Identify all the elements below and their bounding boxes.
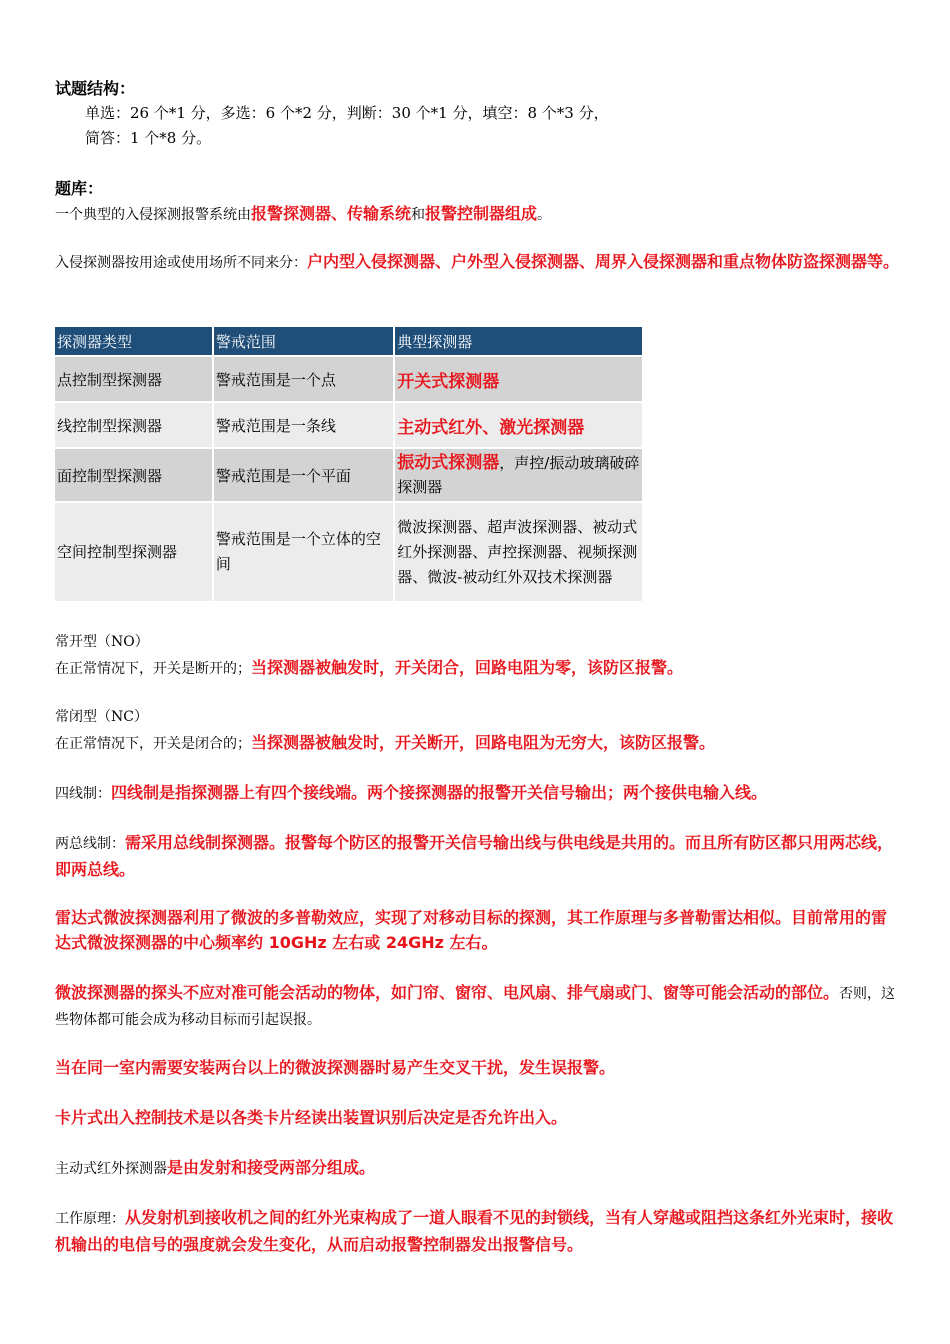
table-cell-range: 警戒范围是一个点 [214, 357, 393, 401]
structure-section [55, 76, 900, 151]
no-description: 在正常情况下，开关是断开的；当探测器被触发时，开关闭合，回路电阻为零，该防区报警。 [55, 658, 684, 677]
normally-closed-section [55, 705, 900, 757]
table-header-cell: 典型探测器 [395, 327, 642, 355]
table-cell-detector: 微波探测器、超声波探测器、被动式红外探测器、声控探测器、视频探测器、微波-被动红外双技术探测器 [395, 503, 642, 601]
table-cell-range: 警戒范围是一个平面 [214, 449, 393, 501]
microwave-paragraph: 微波探测器的探头不应对准可能会活动的物体，如门帘、窗帘、电风扇、排气扇或门、窗等可能会活动的部位。否则，这些物体都可能会成为移动目标而引起误报。 [55, 983, 896, 1028]
table-cell-type: 线控制型探测器 [55, 403, 212, 447]
principle-paragraph: 工作原理：从发射机到接收机之间的红外光束构成了一道人眼看不见的封锁线，当有人穿越或阻挡这条红外光束时，接收机输出的电信号的强度就会发生变化，从而启动报警控制器发出报警信号。 [55, 1208, 894, 1254]
table-cell-detector: 开关式探测器 [395, 357, 642, 401]
table-row [55, 449, 642, 501]
table-cell-type: 空间控制型探测器 [55, 503, 212, 601]
table-row [55, 403, 642, 447]
card-paragraph: 卡片式出入控制技术是以各类卡片经读出装置识别后决定是否允许出入。 [55, 1108, 568, 1127]
bank-section [55, 176, 900, 228]
two-bus-paragraph: 两总线制：需采用总线制探测器。报警每个防区的报警开关信号输出线与供电线是共用的。而且所有防区都只用两芯线，即两总线。 [55, 833, 894, 879]
table-cell-type: 面控制型探测器 [55, 449, 212, 501]
table-cell-range: 警戒范围是一个立体的空间 [214, 503, 393, 601]
table-header-cell: 警戒范围 [214, 327, 393, 355]
detector-table [53, 325, 644, 603]
paragraph-classification: 入侵探测器按用途或使用场所不同来分：户内型入侵探测器、户外型入侵探测器、周界入侵探测器和重点物体防盗探测器等。 [55, 252, 900, 271]
no-title: 常开型（NO） [55, 634, 149, 650]
bank-heading: 题库： [55, 179, 104, 198]
table-cell-range: 警戒范围是一条线 [214, 403, 393, 447]
table-row [55, 503, 642, 601]
four-wire-paragraph: 四线制：四线制是指探测器上有四个接线端。两个接探测器的报警开关信号输出；两个接供电输入线。 [55, 783, 768, 802]
interference-paragraph: 当在同一室内需要安装两台以上的微波探测器时易产生交叉干扰，发生误报警。 [55, 1058, 616, 1077]
table-cell-type: 点控制型探测器 [55, 357, 212, 401]
nc-title: 常闭型（NC） [55, 709, 148, 725]
structure-heading: 试题结构： [55, 79, 136, 98]
structure-line-2: 简答：1 个*8 分。 [85, 129, 212, 147]
table-cell-detector: 主动式红外、激光探测器 [395, 403, 642, 447]
radar-paragraph: 雷达式微波探测器利用了微波的多普勒效应，实现了对移动目标的探测，其工作原理与多普勒雷达相似。目前常用的雷达式微波探测器的中心频率约 10GHz 左右或 24GHz 左右。 [55, 908, 888, 952]
active-infrared-paragraph: 主动式红外探测器是由发射和接受两部分组成。 [55, 1158, 376, 1177]
normally-open-section [55, 630, 900, 682]
table-cell-detector: 振动式探测器，声控/振动玻璃破碎探测器 [395, 449, 642, 501]
nc-description: 在正常情况下，开关是闭合的；当探测器被触发时，开关断开，回路电阻为无穷大，该防区报警。 [55, 733, 716, 752]
table-header-cell: 探测器类型 [55, 327, 212, 355]
structure-line-1: 单选：26 个*1 分，多选：6 个*2 分，判断：30 个*1 分，填空：8 个*3 分， [85, 104, 609, 122]
paragraph-system: 一个典型的入侵探测报警系统由报警探测器、传输系统和报警控制器组成。 [55, 204, 552, 223]
table-row [55, 357, 642, 401]
table-header-row [55, 327, 642, 355]
